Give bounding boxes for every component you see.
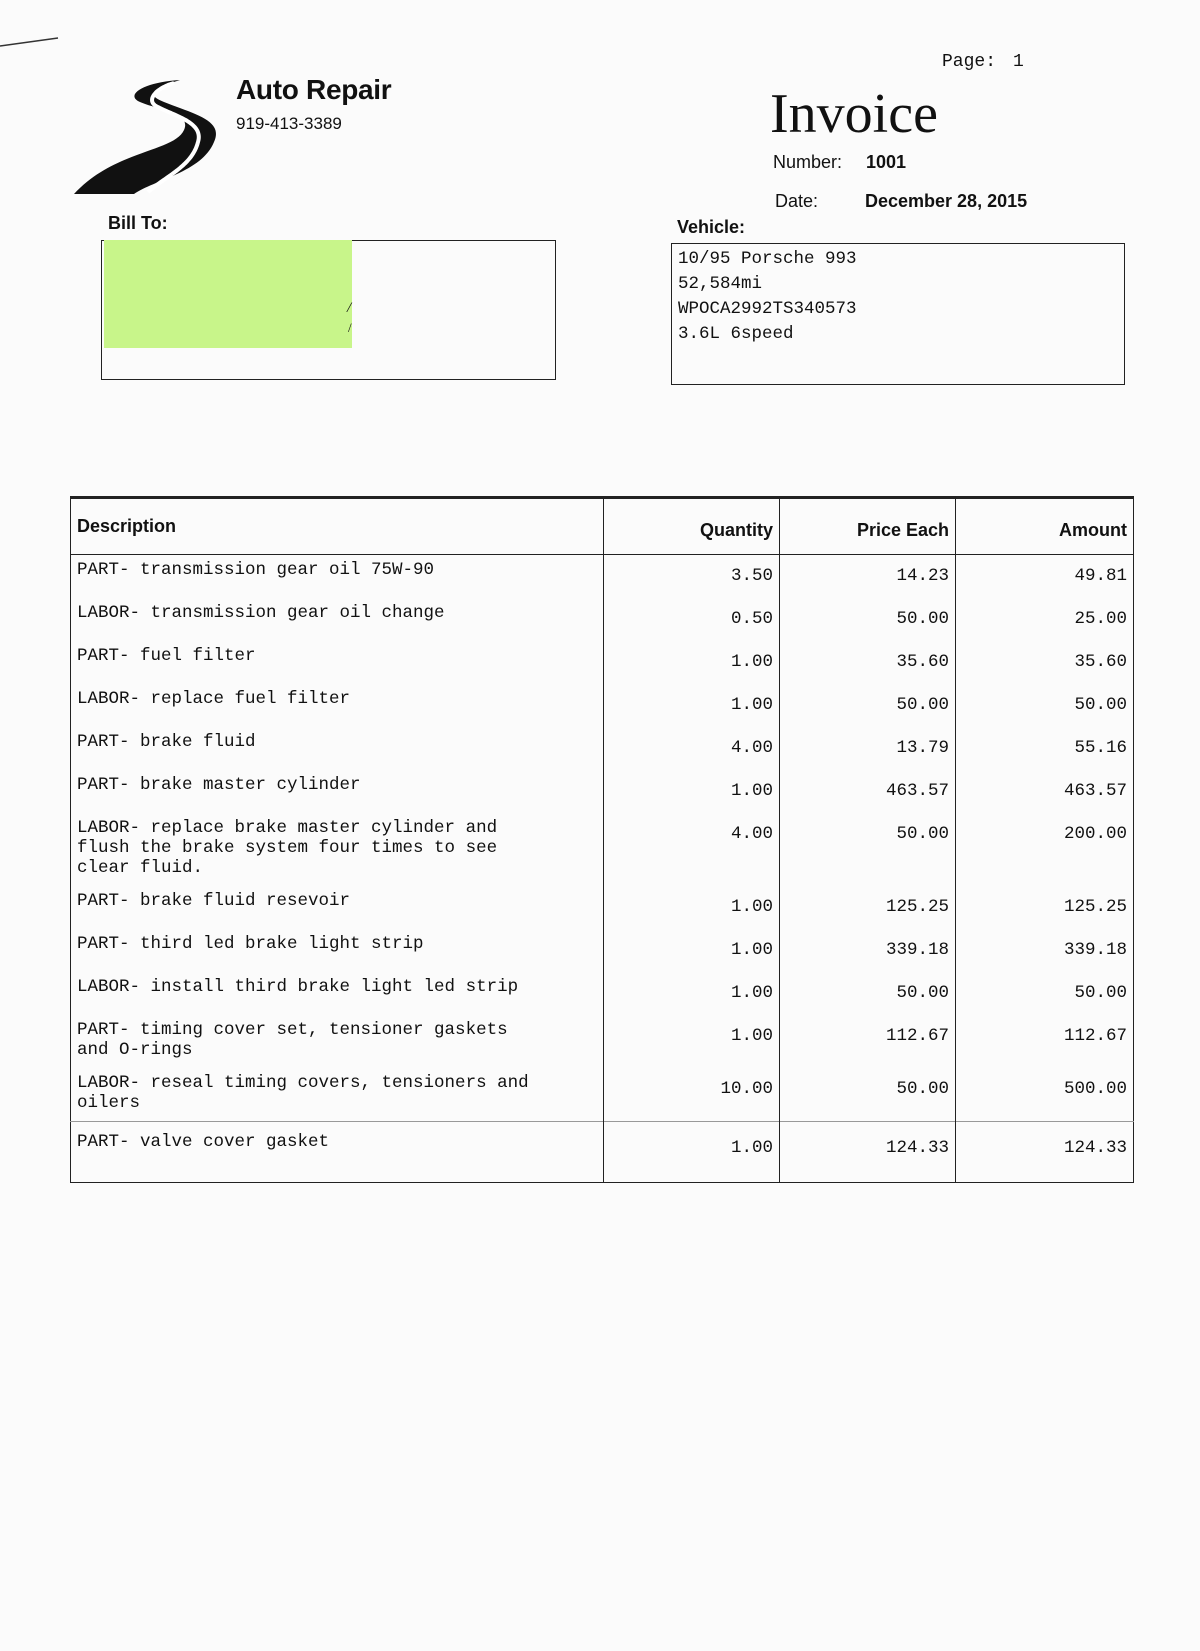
cell-price-each: 125.25 [780, 886, 956, 929]
header-price-each: Price Each [780, 498, 956, 555]
table-row [71, 598, 1134, 641]
table-row [71, 972, 1134, 1015]
cell-quantity: 1.00 [604, 929, 780, 972]
staple-mark [0, 36, 62, 48]
company-phone: 919-413-3389 [236, 114, 342, 133]
cell-amount: 50.00 [956, 684, 1134, 727]
table-row [71, 1122, 1134, 1183]
cell-amount: 35.60 [956, 641, 1134, 684]
cell-amount: 50.00 [956, 972, 1134, 1015]
cell-quantity: 4.00 [604, 813, 780, 886]
cell-quantity: 1.00 [604, 972, 780, 1015]
page-number: 1 [1013, 52, 1024, 72]
invoice-date-label: Date: [775, 191, 819, 211]
header-description: Description [71, 498, 604, 555]
invoice-number: 1001 [866, 152, 907, 172]
table-row [71, 641, 1134, 684]
cell-quantity: 1.00 [604, 770, 780, 813]
cell-quantity: 10.00 [604, 1068, 780, 1122]
table-row [71, 1068, 1134, 1122]
cell-description: PART- brake fluid resevoir [77, 891, 351, 911]
cell-price-each: 13.79 [780, 727, 956, 770]
invoice-date: December 28, 2015 [865, 191, 1028, 211]
bill-to-label: Bill To: [108, 213, 168, 233]
cell-description: LABOR- install third brake light led strip [77, 977, 519, 997]
cell-price-each: 339.18 [780, 929, 956, 972]
table-row [71, 684, 1134, 727]
cell-price-each: 112.67 [780, 1015, 956, 1068]
vehicle-label: Vehicle: [677, 217, 746, 237]
vehicle-model: 10/95 Porsche 993 [678, 249, 857, 269]
header-quantity: Quantity [604, 498, 780, 555]
cell-amount: 55.16 [956, 727, 1134, 770]
table-row [71, 929, 1134, 972]
cell-price-each: 35.60 [780, 641, 956, 684]
line-items-table [70, 496, 1134, 1183]
cell-price-each: 14.23 [780, 555, 956, 599]
road-curve-logo-icon [74, 80, 224, 196]
cell-quantity: 1.00 [604, 684, 780, 727]
cell-quantity: 1.00 [604, 886, 780, 929]
cell-amount: 200.00 [956, 813, 1134, 886]
cell-price-each: 50.00 [780, 684, 956, 727]
cell-amount: 339.18 [956, 929, 1134, 972]
vehicle-engine: 3.6L 6speed [678, 324, 794, 344]
cell-description: PART- third led brake light strip [77, 934, 424, 954]
cell-price-each: 50.00 [780, 813, 956, 886]
company-name: Auto Repair [236, 74, 392, 105]
table-row [71, 886, 1134, 929]
cell-description: LABOR- transmission gear oil change [77, 603, 445, 623]
cell-description: PART- transmission gear oil 75W-90 [77, 560, 435, 580]
cell-amount: 500.00 [956, 1068, 1134, 1122]
cell-description: PART- timing cover set, tensioner gaskets and O-rings [77, 1020, 508, 1060]
table-row [71, 770, 1134, 813]
cell-description: LABOR- reseal timing covers, tensioners and oilers [77, 1073, 529, 1113]
cell-amount: 49.81 [956, 555, 1134, 599]
cell-price-each: 50.00 [780, 972, 956, 1015]
cell-quantity: 1.00 [604, 641, 780, 684]
cell-quantity: 3.50 [604, 555, 780, 599]
redaction-residue-mark: / [348, 320, 352, 335]
cell-price-each: 463.57 [780, 770, 956, 813]
cell-description: PART- fuel filter [77, 646, 256, 666]
page-label: Page: [942, 52, 997, 72]
cell-description: PART- valve cover gasket [71, 1122, 604, 1183]
redaction-residue-mark: / [347, 300, 352, 316]
cell-price-each: 50.00 [780, 1068, 956, 1122]
cell-amount: 463.57 [956, 770, 1134, 813]
cell-quantity: 0.50 [604, 598, 780, 641]
cell-description: LABOR- replace brake master cylinder and flush the brake system four times to see clear fluid. [77, 818, 498, 878]
cell-price-each: 124.33 [780, 1122, 956, 1183]
cell-description: PART- brake fluid [77, 732, 256, 752]
header-amount: Amount [956, 498, 1134, 555]
vehicle-details [678, 247, 857, 347]
cell-amount: 112.67 [956, 1015, 1134, 1068]
cell-description: PART- brake master cylinder [77, 775, 361, 795]
cell-amount: 25.00 [956, 598, 1134, 641]
cell-quantity: 1.00 [604, 1015, 780, 1068]
table-row [71, 1015, 1134, 1068]
table-row [71, 727, 1134, 770]
cell-amount: 125.25 [956, 886, 1134, 929]
vehicle-mileage: 52,584mi [678, 274, 763, 294]
table-header-row [71, 498, 1134, 555]
invoice-title: Invoice [770, 83, 938, 145]
cell-amount: 124.33 [956, 1122, 1134, 1183]
vehicle-vin: WPOCA2992TS340573 [678, 299, 857, 319]
cell-quantity: 1.00 [604, 1122, 780, 1183]
cell-quantity: 4.00 [604, 727, 780, 770]
invoice-number-label: Number: [773, 152, 843, 172]
cell-price-each: 50.00 [780, 598, 956, 641]
table-row [71, 813, 1134, 886]
redaction-highlight [104, 240, 352, 348]
table-row [71, 555, 1134, 599]
cell-description: LABOR- replace fuel filter [77, 689, 351, 709]
